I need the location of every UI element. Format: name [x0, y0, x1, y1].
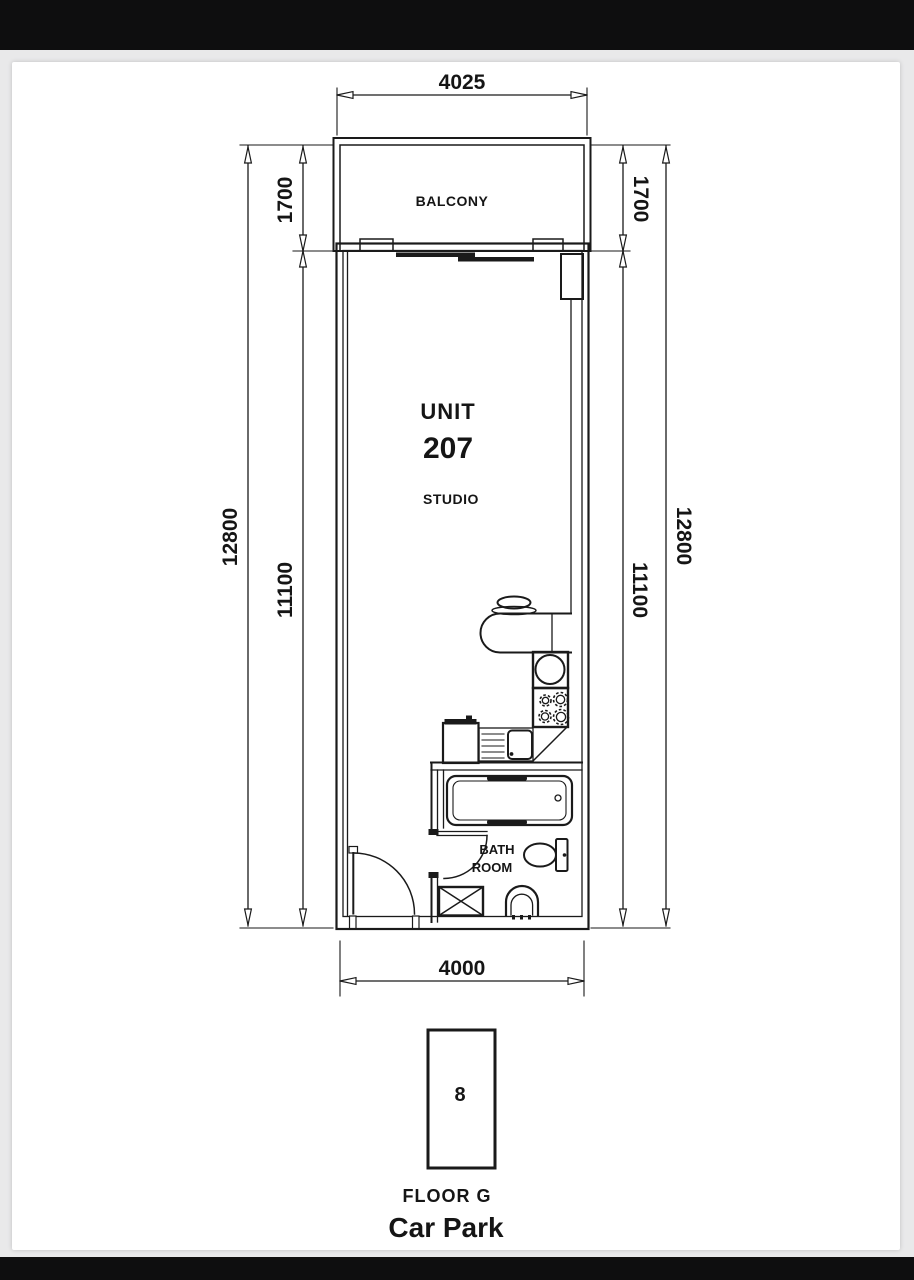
balcony-label: BALCONY [415, 193, 489, 209]
kitchen-counter [481, 614, 572, 653]
dim-top-width: 4025 [438, 71, 486, 94]
unit-number: 207 [422, 432, 474, 465]
bathroom-label-line2: ROOM [471, 860, 513, 875]
dim-right-balcony: 1700 [629, 175, 652, 223]
entrance-door [349, 847, 415, 915]
dim-arrow [337, 92, 353, 99]
kitchen [443, 597, 571, 764]
toilet [524, 839, 568, 871]
counter-diagonal [533, 727, 567, 761]
unit-type-label: STUDIO [423, 491, 479, 507]
door-jamb [429, 872, 439, 878]
stove [533, 688, 569, 727]
kitchen-sink [533, 652, 568, 688]
counter-pot [492, 597, 536, 615]
unit-label: UNIT [420, 399, 476, 424]
door-jamb [350, 916, 357, 929]
wash-basin [506, 886, 538, 920]
dim-left-unit: 11100 [274, 561, 297, 619]
fridge [443, 716, 479, 764]
shaft-box [439, 887, 483, 916]
parking-space-number: 8 [454, 1084, 466, 1106]
dim-left-total: 12800 [219, 507, 242, 567]
dim-arrow [571, 92, 587, 99]
floor-label: FLOOR G [402, 1186, 492, 1206]
drainboard-lines [482, 734, 504, 758]
bathtub [447, 776, 572, 826]
bathroom-label-line1: BATH [479, 842, 515, 857]
dimension-left [219, 145, 333, 928]
dim-arrow [340, 978, 356, 985]
dim-right-total: 12800 [672, 506, 695, 566]
sink-counter [479, 728, 533, 761]
dimension-top [337, 71, 587, 135]
dimension-right [591, 145, 695, 928]
column [561, 254, 583, 299]
door-swing-arc [353, 853, 414, 914]
dimension-bottom [340, 941, 584, 996]
sliding-door [393, 252, 536, 262]
door-jamb [413, 916, 420, 929]
dim-left-balcony: 1700 [274, 176, 297, 224]
car-park-title: Car Park [388, 1212, 504, 1243]
dim-bottom-width: 4000 [438, 957, 486, 980]
dim-right-unit: 11100 [628, 561, 651, 619]
car-park [388, 1030, 504, 1243]
dim-arrow [568, 978, 584, 985]
